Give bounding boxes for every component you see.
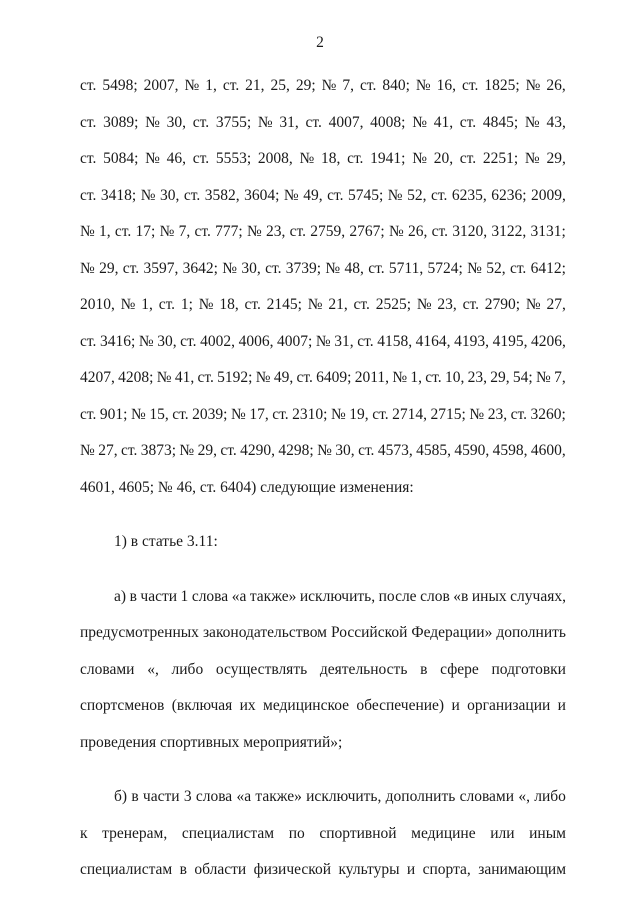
- word: №: [415, 77, 431, 94]
- text-line: [80, 615, 566, 652]
- word: №: [315, 332, 331, 350]
- word: 840;: [382, 77, 410, 94]
- word: ст.: [158, 296, 176, 313]
- word: ст.: [122, 259, 140, 277]
- word: 27,: [98, 442, 118, 459]
- word: ст.: [80, 332, 97, 350]
- word: либо: [171, 660, 204, 678]
- word: или: [490, 824, 515, 842]
- word: «,: [147, 660, 159, 678]
- word: 2767;: [349, 223, 385, 240]
- page-number: 2: [316, 34, 324, 51]
- word: 4207,: [80, 369, 115, 386]
- word: 4008;: [370, 113, 406, 131]
- word: 7,: [178, 223, 191, 240]
- text-line: проведения спортивных мероприятий»;: [80, 733, 343, 751]
- word: а): [114, 587, 127, 605]
- word: после: [378, 587, 417, 605]
- word: в: [131, 788, 139, 805]
- word: ст.: [197, 369, 214, 386]
- word: 31,: [279, 113, 299, 131]
- word: 4206,: [531, 332, 566, 350]
- word: слова: [195, 788, 233, 805]
- word: 17;: [135, 223, 156, 240]
- word: 6236;: [491, 186, 527, 204]
- word: 2715;: [430, 405, 466, 423]
- word: ст.: [357, 332, 374, 350]
- text-line: 4601, 4605; № 46, ст. 6404) следующие изменения:: [80, 478, 414, 496]
- word: №: [307, 296, 323, 313]
- word: слова: [191, 587, 229, 605]
- word: №: [536, 369, 551, 386]
- word: №: [299, 150, 315, 167]
- word: №: [255, 369, 271, 386]
- word: 2009,: [531, 186, 566, 204]
- word: 4290,: [240, 442, 276, 459]
- text-line: [80, 251, 566, 288]
- word: б): [114, 788, 128, 805]
- word: «в: [453, 587, 469, 605]
- text-line: [80, 852, 566, 889]
- word: законодательством: [202, 624, 327, 641]
- word: ст.: [360, 77, 377, 94]
- word: деятельность: [319, 660, 408, 678]
- word: ст.: [183, 186, 201, 204]
- word: ст.: [353, 296, 370, 313]
- word: 25,: [270, 77, 290, 94]
- word: 4598,: [492, 442, 528, 459]
- word: №: [179, 442, 195, 459]
- word: 4007,: [328, 113, 364, 131]
- word: специалистам: [181, 824, 275, 842]
- word: 2310;: [292, 405, 328, 423]
- word: 4006,: [238, 332, 274, 350]
- word: 29;: [295, 77, 316, 94]
- text-line: [80, 816, 566, 853]
- word: ст.: [114, 223, 132, 240]
- word: 3582,: [204, 186, 240, 204]
- word: ст.: [244, 296, 261, 313]
- word: 4573,: [377, 442, 413, 459]
- word: №: [159, 223, 175, 240]
- word: №: [145, 150, 160, 167]
- word: иным: [529, 824, 566, 842]
- word: 3418;: [100, 186, 137, 204]
- word: №: [412, 150, 427, 167]
- word: ст.: [461, 77, 479, 94]
- word: культуры: [338, 861, 400, 878]
- word: №: [80, 442, 95, 459]
- text-line: [80, 688, 566, 725]
- word: подготовки: [491, 660, 566, 678]
- word: 41,: [174, 369, 195, 386]
- word: 2251;: [482, 150, 519, 167]
- word: №: [388, 223, 404, 240]
- text-line: [80, 287, 566, 324]
- text-line: [80, 214, 566, 251]
- word: 52,: [486, 259, 506, 277]
- word: 6235,: [451, 186, 487, 204]
- word: 1,: [410, 369, 423, 386]
- word: ст.: [510, 405, 527, 423]
- word: 46,: [166, 150, 187, 167]
- word: 2008,: [257, 150, 293, 167]
- word: ст.: [425, 369, 442, 386]
- text-line: [80, 178, 566, 215]
- word: 52,: [407, 186, 427, 204]
- word: 2010,: [80, 296, 115, 313]
- word: 4590,: [454, 442, 490, 459]
- word: 3: [183, 788, 192, 805]
- word: «,: [518, 788, 530, 805]
- word: тренерам,: [102, 824, 168, 842]
- word: 2790;: [484, 296, 521, 313]
- word: 4195,: [492, 332, 528, 350]
- word: №: [80, 259, 95, 277]
- word: №: [80, 223, 95, 240]
- word: 27,: [546, 296, 566, 313]
- word: ст.: [347, 150, 364, 167]
- word: и: [557, 697, 566, 714]
- word: ст.: [368, 259, 385, 277]
- word: 5084;: [103, 150, 139, 167]
- word: №: [283, 186, 299, 204]
- word: 29,: [490, 369, 510, 386]
- word: 30,: [157, 332, 177, 350]
- word: №: [330, 405, 346, 423]
- word: осуществлять: [215, 660, 308, 678]
- word: №: [387, 186, 403, 204]
- word: 3122,: [491, 223, 527, 240]
- text-line: [80, 68, 566, 105]
- word: 4585,: [416, 442, 451, 459]
- word: 3604;: [244, 186, 280, 204]
- word: ст.: [265, 259, 282, 277]
- word: ст.: [509, 259, 527, 277]
- word: спортивной: [319, 824, 397, 842]
- word: по: [288, 824, 305, 842]
- word: №: [317, 442, 332, 459]
- document-body: [80, 68, 566, 889]
- word: и: [451, 697, 460, 714]
- text-line: [80, 324, 566, 361]
- word: 3416;: [99, 332, 136, 350]
- word: 26,: [408, 223, 428, 240]
- word: 4600,: [530, 442, 566, 459]
- word: исключить,: [306, 788, 382, 805]
- word: №: [145, 113, 160, 131]
- word: 21,: [245, 77, 265, 94]
- word: 5192;: [217, 369, 253, 386]
- word: 777;: [215, 223, 243, 240]
- text-line: [80, 579, 566, 616]
- word: 5553;: [215, 150, 252, 167]
- text-line: [80, 433, 566, 470]
- word: в: [420, 660, 428, 678]
- word: и: [406, 861, 416, 878]
- word: спорта,: [422, 861, 471, 878]
- word: 29,: [99, 259, 119, 277]
- word: физической: [253, 861, 332, 878]
- word: 4845;: [482, 113, 519, 131]
- word: медицине: [411, 824, 476, 842]
- word: 43,: [546, 113, 566, 131]
- word: 7,: [554, 369, 566, 386]
- word: 3089;: [103, 113, 139, 131]
- word: 3642;: [182, 259, 218, 277]
- word: случаях,: [510, 587, 566, 605]
- paragraph-subitem-a: [80, 579, 566, 762]
- word: 10,: [444, 369, 465, 386]
- word: 15,: [149, 405, 169, 423]
- word: 2039;: [192, 405, 228, 423]
- word: ст.: [430, 186, 448, 204]
- word: их: [239, 697, 256, 714]
- word: «а: [231, 587, 247, 605]
- word: предусмотренных: [80, 624, 199, 641]
- word: ст.: [459, 150, 477, 167]
- word: 30,: [166, 113, 187, 131]
- word: 29,: [197, 442, 217, 459]
- word: 5745;: [347, 186, 384, 204]
- word: 26,: [546, 77, 566, 94]
- word: 4158,: [377, 332, 413, 350]
- word: либо: [534, 788, 566, 805]
- paragraph-subitem-b: [80, 779, 566, 889]
- word: 3597,: [143, 259, 179, 277]
- word: в: [179, 861, 187, 878]
- word: 6412;: [530, 259, 566, 277]
- word: части: [142, 788, 180, 805]
- word: «а: [236, 788, 252, 805]
- word: 3260;: [530, 405, 566, 423]
- word: ст.: [220, 442, 237, 459]
- word: 41,: [433, 113, 454, 131]
- word: №: [525, 77, 541, 94]
- word: 3873;: [140, 442, 177, 459]
- word: 4208;: [118, 369, 154, 386]
- word: ст.: [80, 77, 97, 94]
- word: 2525;: [375, 296, 412, 313]
- word: ст.: [80, 113, 97, 131]
- text-line: [80, 141, 566, 178]
- word: 17,: [249, 405, 269, 423]
- text-line: [80, 397, 566, 434]
- word: ст.: [180, 332, 197, 350]
- word: №: [325, 259, 341, 277]
- word: №: [467, 259, 482, 277]
- word: №: [131, 405, 146, 423]
- word: ст.: [296, 369, 313, 386]
- word: №: [140, 186, 156, 204]
- word: 2007,: [143, 77, 179, 94]
- word: 4164,: [415, 332, 451, 350]
- word: ст.: [358, 442, 375, 459]
- word: иных: [471, 587, 507, 605]
- word: к: [80, 824, 88, 842]
- word: 4007;: [277, 332, 313, 350]
- word: 16,: [436, 77, 457, 94]
- word: ст.: [120, 442, 138, 459]
- word: слов: [420, 587, 450, 605]
- word: 1;: [180, 296, 193, 313]
- word: 19,: [349, 405, 369, 423]
- word: №: [184, 77, 200, 94]
- word: 21,: [328, 296, 348, 313]
- word: 5724;: [427, 259, 463, 277]
- word: также»: [255, 788, 302, 805]
- word: 6409;: [316, 369, 352, 386]
- word: №: [120, 296, 136, 313]
- word: №: [198, 296, 214, 313]
- word: также»: [249, 587, 297, 605]
- word: 2714,: [392, 405, 427, 423]
- word: организации: [467, 697, 551, 714]
- text-line: 1) в статье 3.11:: [114, 533, 218, 550]
- word: 48,: [344, 259, 364, 277]
- word: 1: [180, 587, 189, 605]
- word: ст.: [192, 150, 210, 167]
- word: 5711,: [388, 259, 424, 277]
- word: дополнить: [385, 788, 456, 805]
- word: ст.: [459, 113, 477, 131]
- word: специалистам: [80, 861, 173, 878]
- word: 23,: [487, 405, 508, 423]
- word: №: [138, 332, 154, 350]
- word: 23,: [437, 296, 457, 313]
- word: 23,: [467, 369, 487, 386]
- word: 54;: [512, 369, 533, 386]
- word: 49,: [273, 369, 294, 386]
- word: №: [246, 223, 262, 240]
- word: ст.: [327, 186, 344, 204]
- word: ст.: [372, 405, 389, 423]
- word: части: [140, 587, 178, 605]
- word: 2145;: [266, 296, 302, 313]
- word: ст.: [431, 223, 448, 240]
- paragraph-citations: [80, 68, 566, 506]
- word: №: [412, 113, 427, 131]
- word: 31,: [334, 332, 354, 350]
- word: 1941;: [370, 150, 406, 167]
- word: 3131;: [530, 223, 566, 240]
- word: словами: [80, 660, 135, 678]
- word: №: [416, 296, 432, 313]
- text-line: [80, 105, 566, 142]
- word: области: [194, 861, 247, 878]
- word: 1,: [141, 296, 153, 313]
- word: 30,: [335, 442, 355, 459]
- word: 4193,: [454, 332, 489, 350]
- word: 30,: [159, 186, 180, 204]
- word: 49,: [303, 186, 323, 204]
- word: №: [469, 405, 485, 423]
- word: занимающим: [478, 861, 566, 878]
- paragraph-item-1: [80, 524, 566, 561]
- word: сфере: [440, 660, 479, 678]
- word: 1,: [99, 223, 111, 240]
- word: №: [524, 150, 540, 167]
- word: 20,: [433, 150, 454, 167]
- word: 4298;: [278, 442, 314, 459]
- word: №: [156, 369, 172, 386]
- word: 18,: [219, 296, 239, 313]
- word: медицинское: [263, 697, 350, 714]
- word: №: [525, 296, 541, 313]
- word: 18,: [320, 150, 341, 167]
- word: 901;: [99, 405, 128, 423]
- word: 3739;: [285, 259, 322, 277]
- text-line: [80, 652, 566, 689]
- word: ст.: [222, 77, 240, 94]
- word: исключить,: [299, 587, 376, 605]
- word: Российской: [330, 624, 408, 641]
- word: 30,: [241, 259, 261, 277]
- word: 3120,: [452, 223, 488, 240]
- word: ст.: [289, 223, 307, 240]
- word: (включая: [171, 697, 233, 714]
- word: ст.: [192, 113, 210, 131]
- word: дополнить: [496, 624, 566, 641]
- word: №: [222, 259, 238, 277]
- word: Федерации»: [411, 624, 493, 641]
- word: №: [392, 369, 408, 386]
- word: 3755;: [215, 113, 252, 131]
- word: ст.: [80, 150, 97, 167]
- word: ст.: [172, 405, 189, 423]
- word: в: [129, 587, 137, 605]
- word: ст.: [272, 405, 289, 423]
- word: ст.: [80, 405, 97, 423]
- word: 4002,: [200, 332, 235, 350]
- word: 7,: [342, 77, 355, 94]
- word: №: [230, 405, 246, 423]
- word: ст.: [305, 113, 322, 131]
- word: 23,: [266, 223, 286, 240]
- word: ст.: [80, 186, 97, 204]
- word: 5498;: [102, 77, 138, 94]
- word: обеспечение): [356, 697, 445, 714]
- text-line: [80, 360, 566, 397]
- word: спортсменов: [80, 697, 165, 714]
- word: словами: [459, 788, 515, 805]
- word: 29,: [546, 150, 566, 167]
- word: ст.: [462, 296, 479, 313]
- word: №: [321, 77, 337, 94]
- word: 1825;: [484, 77, 520, 94]
- text-line: [80, 779, 566, 816]
- word: №: [257, 113, 273, 131]
- word: 1,: [205, 77, 217, 94]
- word: ст.: [194, 223, 211, 240]
- word: №: [524, 113, 540, 131]
- word: 2759,: [310, 223, 346, 240]
- word: 2011,: [354, 369, 390, 386]
